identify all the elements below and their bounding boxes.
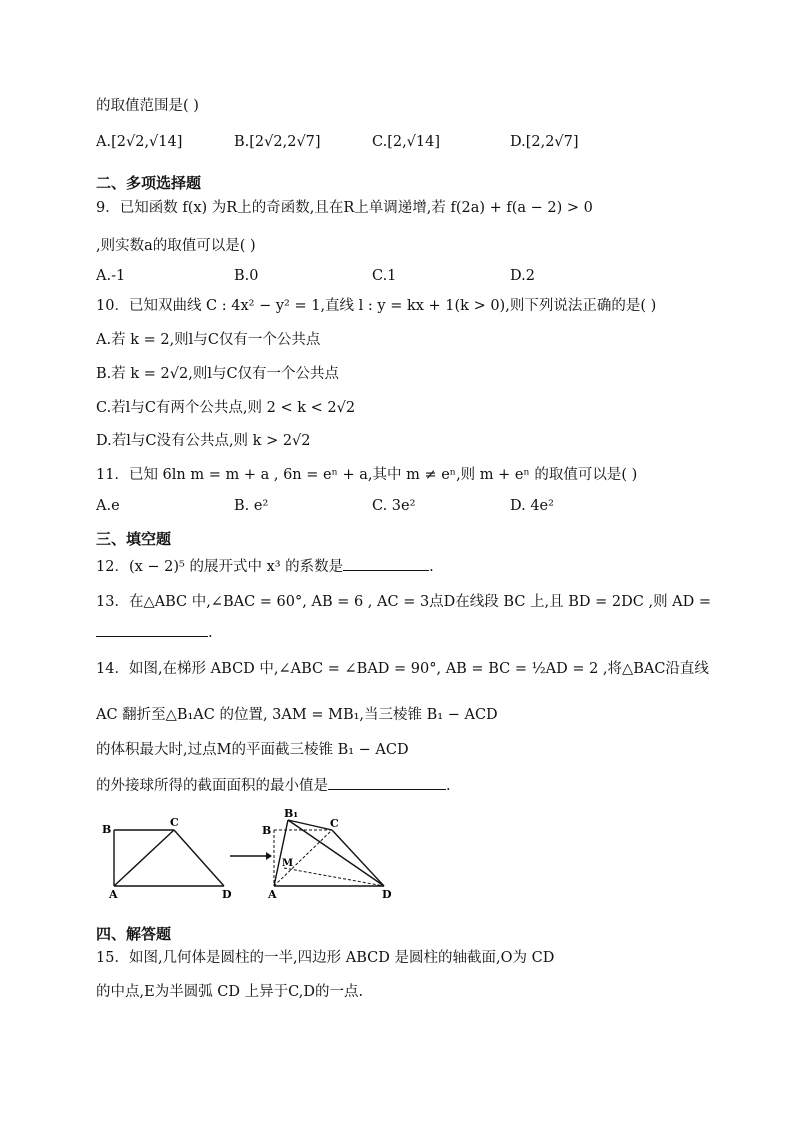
label-a: A (109, 888, 118, 901)
diagonal-ac (114, 830, 174, 886)
q9-option-b: B.0 (234, 268, 259, 284)
q10-option-a: A.若 k = 2,则l与C仅有一个公共点 (96, 332, 321, 348)
label-b: B (262, 824, 272, 837)
q14-stem-line4: 的外接球所得的截面面积的最小值是 . (96, 775, 451, 796)
label-c: C (330, 817, 339, 830)
q14-answer-blank[interactable] (328, 775, 446, 790)
q13-answer-line: . (96, 622, 213, 643)
section-heading-multiple-choice: 二、多项选择题 (96, 174, 202, 192)
q15-stem-line1: 15．如图,几何体是圆柱的一半,四边形 ABCD 是圆柱的轴截面,O为 CD (96, 950, 555, 966)
q8-option-c: C.[2,√14] (372, 134, 441, 150)
section-heading-solutions: 四、解答题 (96, 925, 172, 943)
q11-option-a: A.e (96, 498, 120, 514)
q13-stem: 13．在△ABC 中,∠BAC = 60°, AB = 6 , AC = 3点D在线段 BC 上,且 BD = 2DC ,则 AD = (96, 594, 712, 610)
q10-option-d: D.若l与C没有公共点,则 k > 2√2 (96, 433, 311, 449)
q12-stem: 12．(x − 2)⁵ 的展开式中 x³ 的系数是 . (96, 556, 434, 577)
q11-option-c: C. 3e² (372, 498, 416, 514)
q8-option-a: A.[2√2,√14] (96, 134, 183, 150)
label-m: M (282, 858, 294, 869)
section-heading-fill-in: 三、填空题 (96, 530, 172, 548)
q11-option-d: D. 4e² (510, 498, 554, 514)
q12-answer-blank[interactable] (343, 556, 429, 571)
label-a: A (268, 888, 277, 901)
q9-option-a: A.-1 (96, 268, 126, 284)
q8-option-d: D.[2,2√7] (510, 134, 579, 150)
edge-cd (174, 830, 224, 886)
q9-option-d: D.2 (510, 268, 535, 284)
q9-stem-line2: ,则实数a的取值可以是( ) (96, 238, 256, 254)
q9-stem-line1: 9．已知函数 f(x) 为R上的奇函数,且在R上单调递增,若 f(2a) + f(a − 2) > 0 (96, 200, 593, 216)
q14-stem-line2: AC 翻折至△B₁AC 的位置, 3AM = MB₁,当三棱锥 B₁ − ACD (96, 707, 498, 723)
label-d: D (222, 888, 232, 901)
label-c: C (170, 816, 179, 829)
q14-stem-line1: 14．如图,在梯形 ABCD 中,∠ABC = ∠BAD = 90°, AB = BC = ½AD = 2 ,将△BAC沿直线 (96, 661, 709, 677)
q9-option-c: C.1 (372, 268, 397, 284)
q11-stem: 11．已知 6ln m = m + a , 6n = eⁿ + a,其中 m ≠ eⁿ,则 m + eⁿ 的取值可以是( ) (96, 467, 638, 483)
q8-stem-tail: 的取值范围是( ) (96, 98, 199, 114)
q10-option-c: C.若l与C有两个公共点,则 2 < k < 2√2 (96, 400, 356, 416)
trapezoid-figure (100, 812, 240, 902)
q10-stem: 10．已知双曲线 C : 4x² − y² = 1,直线 l : y = kx + 1(k > 0),则下列说法正确的是( ) (96, 298, 657, 314)
q8-option-b: B.[2√2,2√7] (234, 134, 321, 150)
q11-option-b: B. e² (234, 498, 269, 514)
folded-pyramid-figure (258, 806, 398, 906)
label-d: D (382, 888, 392, 901)
q10-option-b: B.若 k = 2√2,则l与C仅有一个公共点 (96, 366, 340, 382)
q13-answer-blank[interactable] (96, 622, 208, 637)
q14-stem-line3: 的体积最大时,过点M的平面截三棱锥 B₁ − ACD (96, 742, 409, 758)
q15-stem-line2: 的中点,E为半圆弧 CD 上异于C,D的一点. (96, 984, 364, 1000)
label-b: B (102, 823, 112, 836)
label-b1: B₁ (284, 807, 299, 820)
